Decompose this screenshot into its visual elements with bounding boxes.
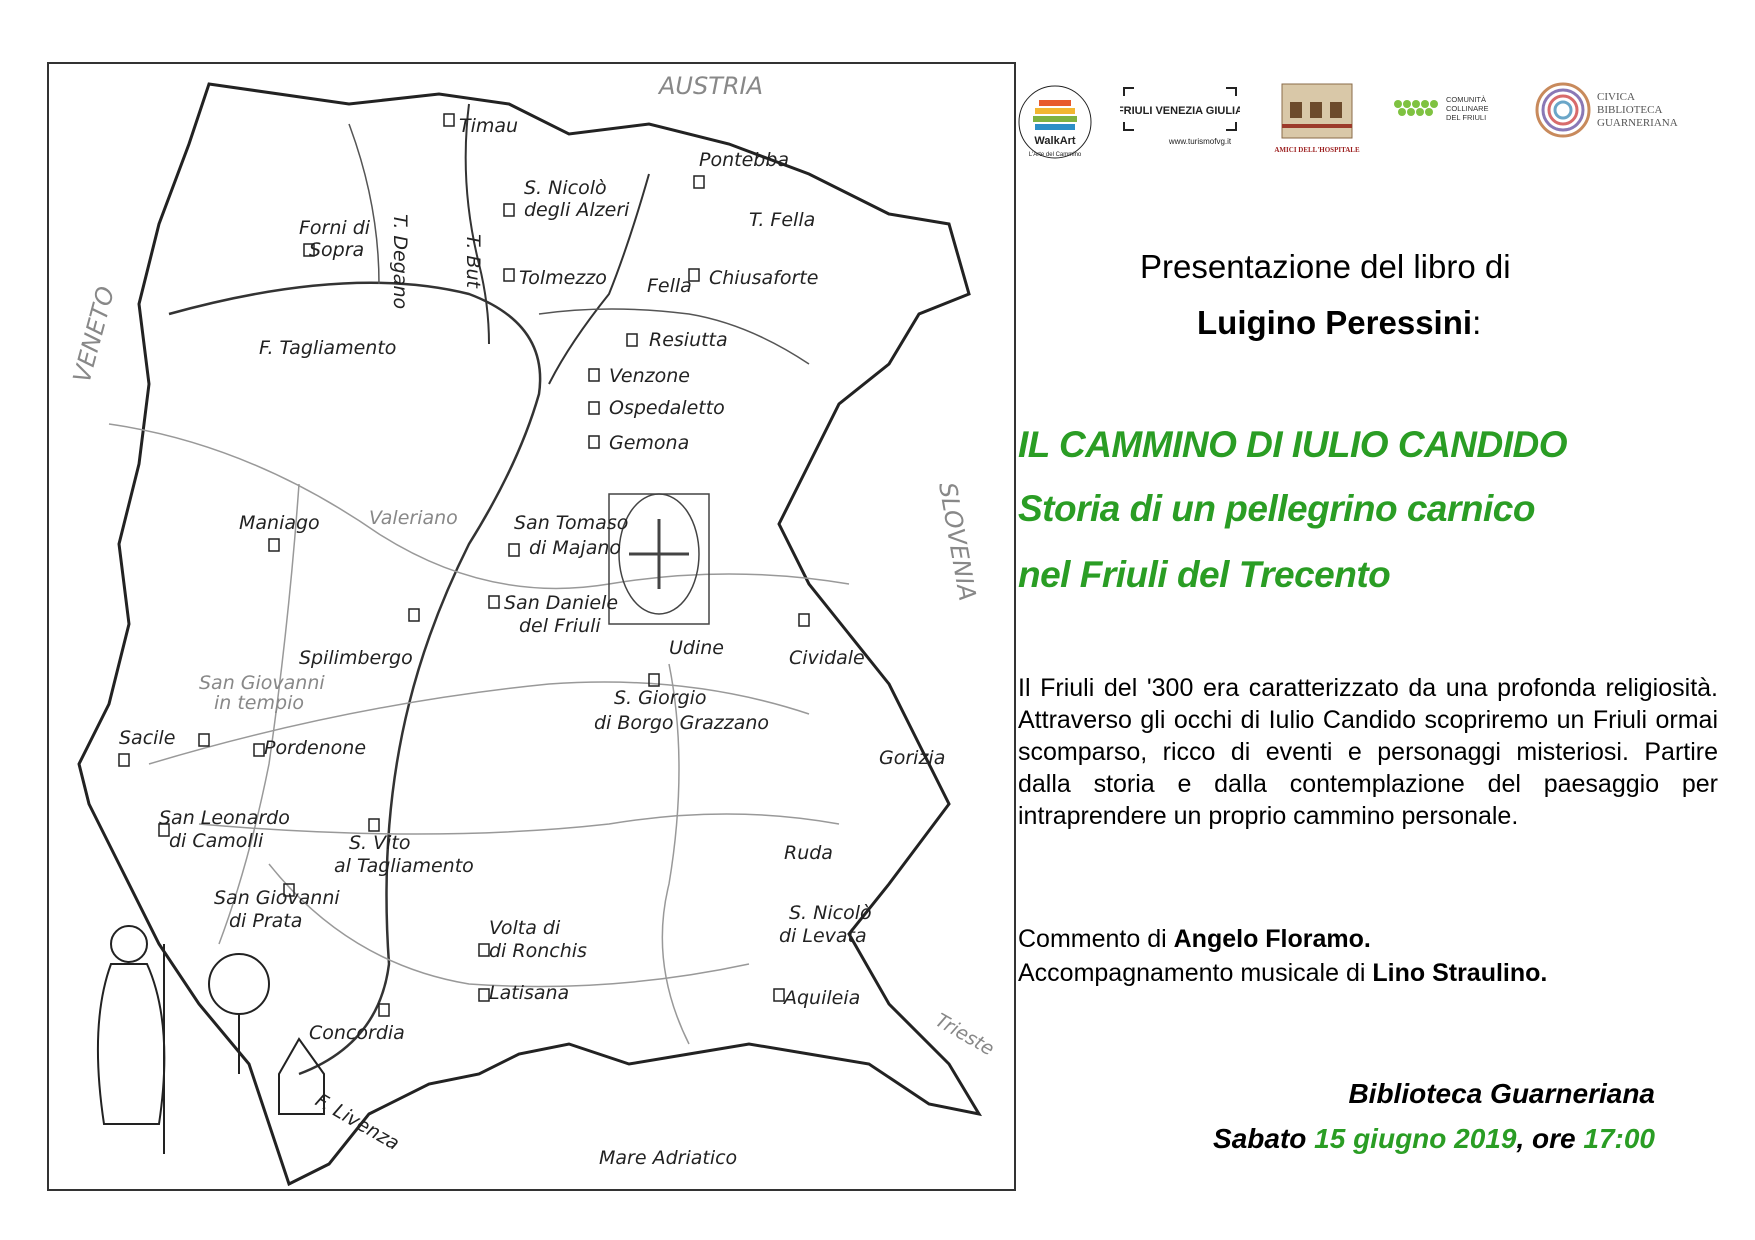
- label-t-but: T. But: [462, 234, 484, 288]
- label-s-vito-2: al Tagliamento: [334, 855, 474, 877]
- author-line: [1197, 304, 1481, 342]
- credits: [1018, 922, 1547, 990]
- label-s-giovanni: San Giovanni: [214, 887, 340, 909]
- intro-line: Presentazione del libro di: [1140, 248, 1511, 285]
- civica-emblem: [1535, 82, 1705, 157]
- label-s-giovanni-tempio: San Giovanni: [199, 672, 325, 694]
- label-slovenia: SLOVENIA: [933, 480, 982, 604]
- walkart-text: WalkArt: [1034, 135, 1076, 147]
- label-s-daniele: San Daniele: [504, 592, 619, 614]
- label-volta: Volta di: [489, 917, 561, 939]
- label-concordia: Concordia: [309, 1022, 405, 1044]
- label-forni-2: Sopra: [309, 239, 365, 261]
- music-prefix: Accompagnamento musicale di: [1018, 959, 1373, 987]
- label-chiusaforte: Chiusaforte: [709, 267, 819, 289]
- sponsor-logos: [1015, 82, 1735, 157]
- label-s-giovanni-2: di Prata: [229, 910, 303, 932]
- walkart-logo: [1015, 82, 1095, 157]
- label-s-leonardo: San Leonardo: [159, 807, 290, 829]
- civica-line3: GUARNERIANA: [1597, 117, 1678, 129]
- author-name: Luigino Peressini: [1197, 304, 1473, 341]
- label-mare-adriatico: Mare Adriatico: [599, 1147, 738, 1169]
- label-gorizia: Gorizia: [879, 747, 946, 769]
- label-trieste: Trieste: [931, 1009, 998, 1061]
- civica-line2: BIBLIOTECA: [1597, 104, 1663, 116]
- seal-cross: [629, 519, 689, 589]
- comment-name: Angelo Floramo.: [1173, 925, 1371, 953]
- map-drawing: [49, 64, 1014, 1189]
- comment-credit: [1018, 922, 1547, 956]
- label-fella: Fella: [647, 275, 692, 297]
- event-datetime: [1213, 1123, 1655, 1155]
- label-resiutta: Resiutta: [649, 329, 728, 351]
- book-subtitle-line1: Storia di un pellegrino carnico: [1018, 488, 1535, 529]
- hand-drawn-map: [47, 62, 1016, 1191]
- label-tolmezzo: Tolmezzo: [519, 267, 607, 289]
- event-sep: , ore: [1516, 1123, 1584, 1154]
- label-venzone: Venzone: [609, 365, 690, 387]
- label-s-nicolo: S. Nicolò: [524, 177, 607, 199]
- label-s-nicolo-2: degli Alzeri: [524, 199, 630, 221]
- amici-text: AMICI DELL'HOSPITALE: [1274, 146, 1360, 154]
- label-f-tagliamento: F. Tagliamento: [259, 337, 397, 359]
- walkart-emblem: [1015, 82, 1095, 162]
- road-1: [109, 424, 849, 588]
- label-s-nicolo-levata: S. Nicolò: [789, 902, 872, 924]
- author-colon: :: [1472, 304, 1482, 341]
- comunita-emblem: [1390, 82, 1515, 157]
- label-aquileia: Aquileia: [784, 987, 861, 1009]
- label-s-tomaso: San Tomaso: [514, 512, 629, 534]
- river-but: [466, 104, 489, 344]
- fvg-url: www.turismofvg.it: [1168, 137, 1232, 146]
- label-pordenone: Pordenone: [264, 737, 367, 759]
- label-s-tomaso-2: di Majano: [529, 537, 622, 559]
- label-ospedaletto: Ospedaletto: [609, 397, 725, 419]
- walkart-ring-text: L'Arte del Cammino: [1028, 152, 1082, 158]
- road-6: [219, 484, 299, 944]
- label-timau: Timau: [459, 115, 519, 137]
- comunita-line1: COMUNITÀ: [1446, 95, 1486, 104]
- label-gemona: Gemona: [609, 432, 690, 454]
- label-t-fella: T. Fella: [749, 209, 816, 231]
- fvg-emblem: [1120, 82, 1240, 157]
- label-valeriano: Valeriano: [369, 507, 458, 529]
- label-s-daniele-2: del Friuli: [519, 615, 601, 637]
- label-maniago: Maniago: [239, 512, 320, 534]
- comunita-collinare-logo: [1390, 82, 1515, 157]
- civica-biblioteca-logo: [1535, 82, 1705, 157]
- label-s-giovanni-tempio-2: in tempio: [214, 692, 304, 714]
- music-name: Lino Straulino.: [1372, 959, 1548, 987]
- event-date: 15 giugno 2019: [1314, 1123, 1517, 1154]
- label-forni: Forni di: [299, 217, 371, 239]
- label-s-leonardo-2: di Camolli: [169, 830, 264, 852]
- comunita-line2: COLLINARE: [1446, 104, 1489, 113]
- label-spilimbergo: Spilimbergo: [299, 647, 413, 669]
- amici-emblem: [1270, 82, 1365, 157]
- music-credit: [1018, 956, 1547, 990]
- label-latisana: Latisana: [489, 982, 570, 1004]
- book-description: Il Friuli del '300 era caratterizzato da una profonda religiosità. Attraverso gli occhi di Iulio Candido scopriremo un Friuli ormai scomparso, ricco di eventi e personaggi misteriosi. Partire dalla storia e dalla contemplazione del paesaggio per intraprendere un proprio cammino personale.: [1018, 674, 1718, 830]
- label-pontebba: Pontebba: [699, 149, 790, 171]
- fvg-text: FRIULI VENEZIA GIULIA: [1120, 105, 1240, 117]
- amici-hospitale-logo: [1270, 82, 1365, 157]
- label-f-livenza: F. Livenza: [311, 1089, 404, 1155]
- label-s-nicolo-levata-2: di Levata: [779, 925, 867, 947]
- comment-prefix: Commento di: [1018, 925, 1174, 953]
- pilgrim-drawing: [98, 926, 324, 1154]
- label-s-giorgio: S. Giorgio: [614, 687, 707, 709]
- label-s-giorgio-2: di Borgo Grazzano: [594, 712, 770, 734]
- book-subtitle-line2: nel Friuli del Trecento: [1018, 554, 1391, 595]
- book-title: IL CAMMINO DI IULIO CANDIDO: [1018, 424, 1568, 465]
- label-volta-2: di Ronchis: [489, 940, 587, 962]
- label-austria: AUSTRIA: [659, 72, 764, 100]
- label-ruda: Ruda: [784, 842, 833, 864]
- label-udine: Udine: [669, 637, 724, 659]
- label-t-degano: T. Degano: [389, 214, 411, 310]
- event-day: Sabato: [1213, 1123, 1315, 1154]
- fvg-logo: [1120, 82, 1240, 157]
- civica-line1: CIVICA: [1597, 91, 1635, 103]
- event-time: 17:00: [1583, 1123, 1655, 1154]
- road-3: [199, 814, 839, 834]
- comunita-line3: DEL FRIULI: [1446, 113, 1487, 122]
- label-veneto: VENETO: [67, 283, 121, 386]
- label-sacile: Sacile: [119, 727, 176, 749]
- label-cividale: Cividale: [789, 647, 865, 669]
- event-venue: Biblioteca Guarneriana: [1348, 1078, 1655, 1109]
- label-s-vito: S. Vito: [349, 832, 411, 854]
